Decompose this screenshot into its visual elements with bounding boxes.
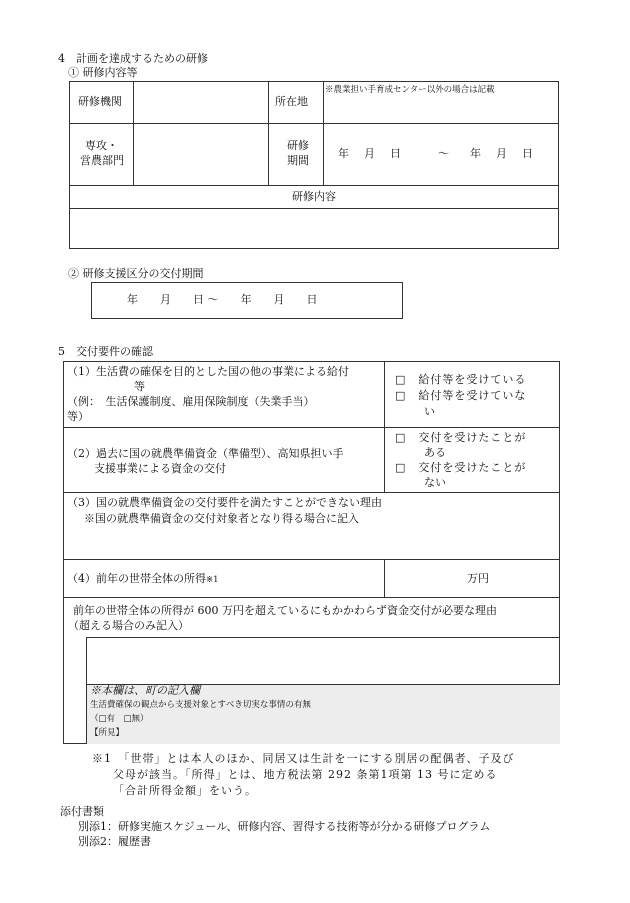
support-period-text: 年 月 日 ～ 年 月 日	[127, 293, 318, 306]
item2-text-line2: 支援事業による資金の交付	[94, 462, 226, 475]
footnote-line2: 父母が該当。「所得」とは、地方税法第 292 条第1項第 13 号に定める	[113, 768, 498, 781]
period-end[interactable]: 年 月 日	[470, 147, 535, 160]
reason-text-line1: 前年の世帯全体の所得が 600 万円を超えているにもかかわらず資金交付が必要な理由	[73, 604, 497, 617]
item1-text-line1: （1）生活費の確保を目的とした国の他の事業による給付	[67, 365, 349, 378]
attachments-title: 添付書類	[60, 805, 104, 818]
location-field[interactable]	[324, 96, 558, 122]
section4-title: 4 計画を達成するための研修	[58, 52, 208, 65]
location-note: ※農業担い手育成センター以外の場合は記載	[325, 85, 495, 95]
item4-note-mark: ※1	[206, 575, 219, 585]
town-use-checkbox[interactable]: （□有 □無）	[90, 714, 149, 724]
major-field[interactable]	[134, 124, 267, 184]
town-use-line1: 生活費確保の観点から支援対象とすべき切実な事情の有無	[90, 700, 311, 710]
institution-label: 研修機関	[78, 95, 122, 108]
item1-text-line2: 等	[134, 380, 145, 393]
institution-field[interactable]	[134, 82, 267, 122]
attachment-item2: 別添2：履歴書	[78, 835, 151, 848]
item2-option-not-received[interactable]: □ 交付を受けたことが	[395, 461, 527, 474]
item2-option-not-received-cont: ない	[424, 476, 446, 489]
town-use-remarks: 【所見】	[90, 728, 125, 738]
section5-title: 5 交付要件の確認	[58, 345, 153, 358]
item4-label: （4）前年の世帯全体の所得	[67, 572, 206, 585]
item2-option-received-cont: ある	[424, 446, 446, 459]
content-label: 研修内容	[292, 190, 336, 203]
item1-option-receiving[interactable]: □ 給付等を受けている	[395, 373, 527, 386]
footnote-line1: ※1 「世帯」とは本人のほか、同居又は生計を一にする別居の配偶者、子及び	[92, 752, 515, 765]
item1-option-not-receiving[interactable]: □ 給付等を受けていな	[395, 389, 527, 402]
location-label: 所在地	[275, 95, 308, 108]
attachment-item1: 別添1：研修実施スケジュール、研修内容、習得する技術等が分かる研修プログラム	[78, 820, 491, 833]
period-start[interactable]: 年 月 日	[338, 147, 403, 160]
major-label-line2: 営農部門	[80, 154, 124, 167]
item3-reason-field[interactable]	[64, 528, 559, 558]
footnote-line3: 「合計所得金額」をいう。	[113, 784, 257, 797]
town-use-title: ※本欄は、町の記入欄	[90, 684, 200, 697]
section4-sub1-title: ① 研修内容等	[68, 66, 138, 79]
item1-text-line4: 等）	[67, 410, 89, 423]
item1-text-line3: （例： 生活保護制度、雇用保険制度（失業手当）	[67, 395, 315, 408]
item2-text-line1: （2）過去に国の就農準備資金（準備型）、高知県担い手	[67, 447, 344, 460]
item4-unit: 万円	[467, 572, 489, 585]
item3-text-line1: （3）国の就農準備資金の交付要件を満たすことができない理由	[67, 496, 382, 509]
period-label-line2: 期間	[287, 154, 309, 167]
reason-text-line2: （超える場合のみ記入）	[68, 619, 189, 632]
item2-option-received[interactable]: □ 交付を受けたことが	[395, 431, 527, 444]
reason-input-box[interactable]	[86, 637, 560, 685]
major-label-line1: 専攻・	[85, 139, 118, 152]
item1-option-not-receiving-cont: い	[424, 405, 435, 418]
period-label-line1: 研修	[287, 139, 309, 152]
item3-text-line2: ※国の就農準備資金の交付対象者となり得る場合に記入	[84, 512, 359, 525]
section4-sub2-title: ② 研修支援区分の交付期間	[68, 267, 204, 280]
period-tilde: ～	[438, 147, 449, 160]
content-field[interactable]	[70, 209, 558, 248]
